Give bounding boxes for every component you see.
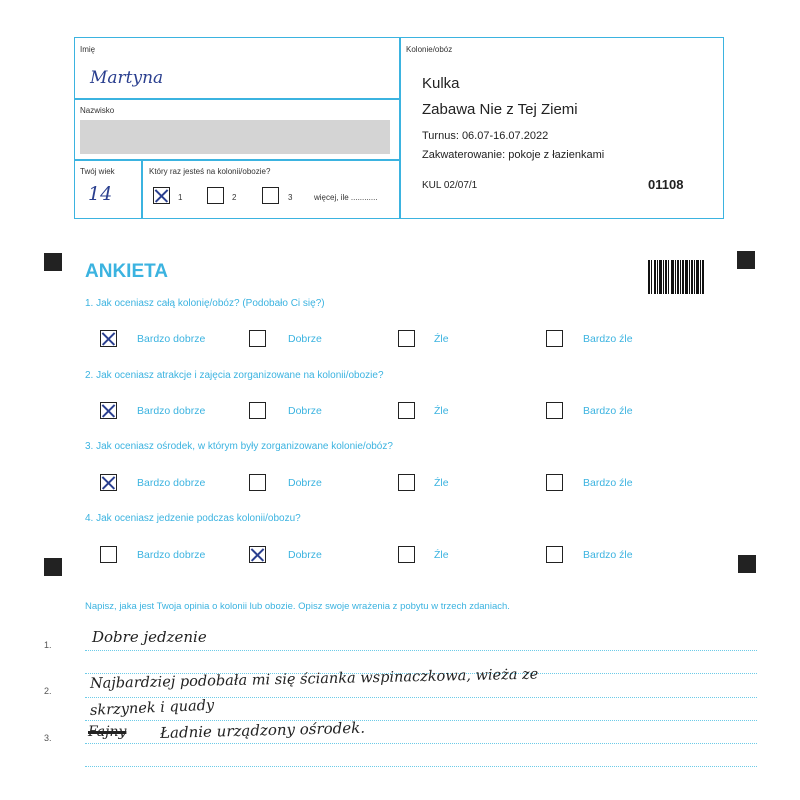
corner-marker-bottom-right (738, 555, 756, 573)
camp-number: 01108 (648, 177, 684, 192)
times-option-1: 1 (178, 193, 183, 202)
surname-label: Nazwisko (80, 106, 115, 115)
q2-checkbox-zle[interactable] (398, 402, 415, 419)
q1-option-dobrze: Dobrze (288, 333, 322, 345)
q4-checkbox-zle[interactable] (398, 546, 415, 563)
surname-divider (75, 159, 399, 161)
times-checkbox-3[interactable] (262, 187, 279, 204)
q2-checkbox-dobrze[interactable] (249, 402, 266, 419)
answer-line-3[interactable]: Ładnie urządzony ośrodek. (159, 718, 366, 742)
age-value[interactable]: 14 (88, 183, 113, 205)
name-value[interactable]: Martyna (90, 68, 164, 88)
name-label: Imię (80, 45, 96, 54)
q1-option-zle: Źle (434, 333, 449, 345)
accommodation: Zakwaterowanie: pokoje z łazienkami (422, 149, 605, 161)
corner-marker-top-right (737, 251, 755, 269)
q1-checkbox-dobrze[interactable] (249, 330, 266, 347)
corner-marker-bottom-left (44, 558, 62, 576)
age-divider (141, 160, 143, 218)
writing-line (85, 720, 757, 721)
q3-option-bardzo-dobrze: Bardzo dobrze (137, 477, 206, 489)
q2-option-bardzo-dobrze: Bardzo dobrze (137, 405, 206, 417)
surname-redacted (80, 120, 390, 154)
age-label: Twój wiek (80, 167, 115, 176)
camp-name: Kulka (422, 75, 460, 92)
barcode (648, 260, 704, 294)
crossed-word: Fajny (88, 724, 127, 740)
answer-line-2[interactable]: Najbardziej podobała mi się ścianka wspinaczkowa, wieża ze (89, 666, 539, 692)
times-checkbox-2[interactable] (207, 187, 224, 204)
q3-option-bardzo-zle: Bardzo źle (583, 477, 633, 489)
q1-checkbox-bardzo-zle[interactable] (546, 330, 563, 347)
name-divider (75, 98, 399, 100)
q3-checkbox-bardzo-zle[interactable] (546, 474, 563, 491)
writing-line (85, 650, 757, 651)
times-option-3: 3 (288, 193, 293, 202)
q4-option-bardzo-dobrze: Bardzo dobrze (137, 549, 206, 561)
times-more: więcej, ile ............ (314, 193, 378, 202)
q3-checkbox-dobrze[interactable] (249, 474, 266, 491)
opinion-prompt: Napisz, jaka jest Twoja opinia o kolonii lub obozie. Opisz swoje wrażenia z pobytu w trzech zdaniach. (85, 601, 510, 612)
q1-checkbox-zle[interactable] (398, 330, 415, 347)
q3-checkbox-bardzo-dobrze[interactable] (100, 474, 117, 491)
survey-title: ANKIETA (85, 261, 169, 282)
q4-option-bardzo-zle: Bardzo źle (583, 549, 633, 561)
q2-option-bardzo-zle: Bardzo źle (583, 405, 633, 417)
answer-line-1[interactable]: Dobre jedzenie (92, 628, 207, 646)
question-1: 1. Jak oceniasz całą kolonię/obóz? (Podobało Ci się?) (85, 298, 325, 309)
q1-option-bardzo-zle: Bardzo źle (583, 333, 633, 345)
q2-checkbox-bardzo-zle[interactable] (546, 402, 563, 419)
writing-line (85, 766, 757, 767)
times-option-2: 2 (232, 193, 237, 202)
turnus: Turnus: 06.07-16.07.2022 (422, 130, 549, 142)
line-number-3: 3. (44, 733, 52, 743)
q4-checkbox-bardzo-zle[interactable] (546, 546, 563, 563)
q4-checkbox-bardzo-dobrze[interactable] (100, 546, 117, 563)
question-2: 2. Jak oceniasz atrakcje i zajęcia zorganizowane na kolonii/obozie? (85, 370, 384, 381)
line-number-1: 1. (44, 640, 52, 650)
header-divider (399, 38, 401, 218)
q3-option-zle: Źle (434, 477, 449, 489)
camp-code: KUL 02/07/1 (422, 180, 478, 191)
line-number-2: 2. (44, 686, 52, 696)
writing-line (85, 743, 757, 744)
q1-checkbox-bardzo-dobrze[interactable] (100, 330, 117, 347)
question-3: 3. Jak oceniasz ośrodek, w którym były zorganizowane kolonie/obóz? (85, 441, 393, 452)
camp-title: Zabawa Nie z Tej Ziemi (422, 101, 578, 118)
q3-option-dobrze: Dobrze (288, 477, 322, 489)
camp-label: Kolonie/obóz (406, 45, 453, 54)
times-checkbox-1[interactable] (153, 187, 170, 204)
q4-checkbox-dobrze[interactable] (249, 546, 266, 563)
q4-option-dobrze: Dobrze (288, 549, 322, 561)
answer-line-2-continued[interactable]: skrzynek i quady (89, 697, 215, 719)
times-label: Który raz jesteś na kolonii/obozie? (149, 167, 271, 176)
q2-checkbox-bardzo-dobrze[interactable] (100, 402, 117, 419)
q2-option-dobrze: Dobrze (288, 405, 322, 417)
question-4: 4. Jak oceniasz jedzenie podczas kolonii/obozu? (85, 513, 301, 524)
corner-marker-top-left (44, 253, 62, 271)
q4-option-zle: Źle (434, 549, 449, 561)
q2-option-zle: Źle (434, 405, 449, 417)
q1-option-bardzo-dobrze: Bardzo dobrze (137, 333, 206, 345)
q3-checkbox-zle[interactable] (398, 474, 415, 491)
